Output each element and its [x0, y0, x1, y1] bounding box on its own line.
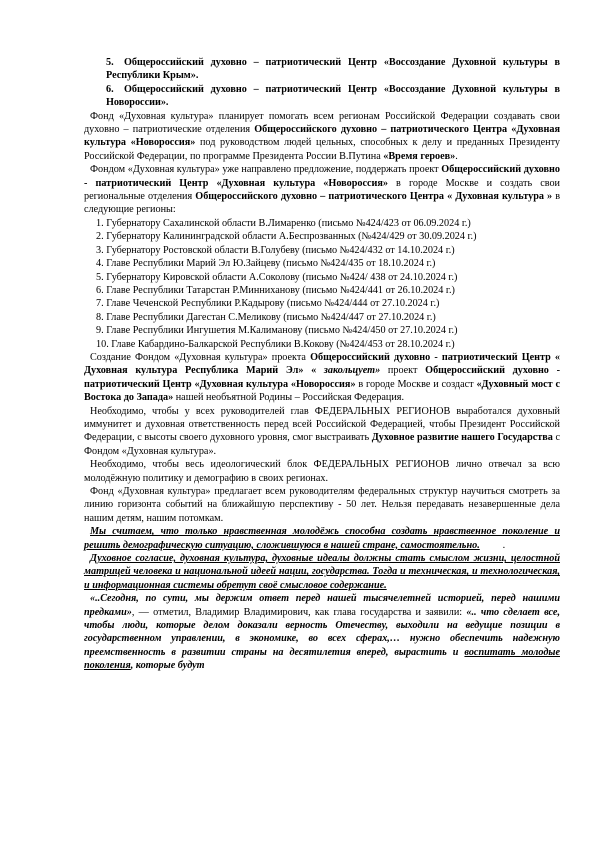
list-item: 2. Губернатору Калининградской области А.Беспрозванных (№424/429 от 30.09.2024 г.) [96, 231, 477, 243]
heading-item-5 [84, 56, 560, 83]
paragraph-moral-youth [84, 525, 560, 552]
regions-list [84, 217, 560, 351]
text: в следующие регионы: [84, 191, 561, 216]
text: проект [380, 365, 426, 377]
bold-italic-text: закольцует» [323, 365, 381, 377]
text: Фондом «Духовная культура» уже направлено предложение, поддержать проект [90, 164, 442, 176]
paragraph-horizon: Фонд «Духовная культура» предлагает всем руководителям федеральных структур научиться смотреть за линию горизонта событий на ближайшую перспективу - 50 лет. Нельзя передавать незавершенные дела нашим детям, нашим потомкам. [84, 486, 560, 524]
text: Фонд «Духовная культура» планирует помогать всем регионам Российской Федерации создавать свои духовно – патриотические отделения [84, 110, 560, 136]
heading-text: Общероссийский духовно – патриотический Центр «Воссоздание Духовной культуры в Республики Крым». [106, 57, 560, 82]
text: нашей необъятной Родины – Российская Федерация. [173, 392, 405, 404]
heading-number: 5. [106, 57, 114, 68]
list-item: 6. Главе Республики Татарстан Р.Минниханову (письмо №424/441 от 26.10.2024 г.) [96, 284, 455, 296]
bold-text: «Время героев» [383, 150, 456, 162]
paragraph-spiritual-accord [84, 552, 560, 592]
paragraph-proposal [84, 163, 560, 217]
heading-number: 6. [106, 83, 114, 95]
text: Создание Фондом «Духовная культура» проекта [90, 351, 311, 363]
bold-text: Общероссийского духовно – патриотического Центра « Духовная культура » [195, 191, 553, 203]
bold-text: Общероссийский духовно - патриотический Центр «Духовная культура «Новороссия» [84, 365, 560, 390]
bold-text: «Духовный мост с Востока до Запада» [84, 378, 560, 404]
list-item: 4. Главе Республики Марий Эл Ю.Зайцеву (письмо №424/435 от 18.10.2024 г.) [96, 258, 436, 270]
quote-text: «..Сегодня, по сути, мы держим ответ перед нашей тысячелетней историей, перед нашими предками» [84, 593, 560, 618]
document-page [84, 56, 560, 673]
text: под руководством людей цельных, способных к делу и преданных Президенту Российской Федерации, по программе Президента России В.Путина [84, 137, 560, 162]
paragraph-president-quote [84, 592, 560, 672]
text: Необходимо, чтобы у всех руководителей глав ФЕДЕРАЛЬНЫХ РЕГИОНОВ выработался духовный иммунитет и духовная ответственность перед всей Российской Федерацией, чтобы Президент Российской Федерации, с высоты своего духовного уровня, смог выстраивать [84, 405, 560, 444]
text: . [479, 539, 506, 551]
list-item: 1. Губернатору Сахалинской области В.Лимаренко (письмо №424/423 от 06.09.2024 г.) [96, 217, 471, 229]
text: в городе Москве и создать свои региональные отделения [84, 177, 561, 203]
bold-text: Общероссийский духовно - патриотический Центр « Духовная культура Республика Марий Эл» « [84, 351, 561, 377]
text: , — отметил, Владимир Владимирович, как глава государства и заявили: [131, 606, 467, 618]
text: с Фондом «Духовная культура». [84, 432, 561, 457]
paragraph-ideology-block: Необходимо, чтобы весь идеологический блок ФЕДЕРАЛЬНЫХ РЕГИОНОВ лично отвечал за всю молодёжную политику и демографию в своих регионах. [84, 459, 560, 484]
quote-text: «.. что сделает все, чтобы люди, которые делом доказали верность Отечеству, выходили на ведущие позиции в государственном управлении, в экономике, во всех сферах,… нужно обеспечить надежную преемственность в развитии страны на десятилетия вперед, вырастить и [84, 606, 560, 658]
list-item: 10. Главе Кабардино-Балкарской Республики В.Кокову (№424/453 от 28.10.2024 г.) [96, 338, 455, 350]
bold-text: Общероссийского духовно – патриотического Центра «Духовная культура «Новороссия» [84, 124, 560, 149]
bold-text: Духовное развитие нашего Государства [371, 432, 553, 444]
list-item: 7. Главе Чеченской Республики Р.Кадырову (письмо №424/444 от 27.10.2024 г.) [96, 298, 440, 310]
list-item: 5. Губернатору Кировской области А.Соколову (письмо №424/ 438 от 24.10.2024 г.) [96, 271, 458, 283]
paragraph-mari-el-project [84, 351, 560, 405]
list-item: 3. Губернатору Ростовской области В.Голубеву (письмо №424/432 от 14.10.2024 г.) [96, 244, 455, 256]
heading-text: Общероссийский духовно – патриотический Центр «Воссоздание Духовной культуры в Новороссии». [106, 83, 560, 109]
list-item: 8. Главе Республики Дагестан С.Меликову (письмо №424/447 от 27.10.2024 г.) [96, 311, 436, 323]
underlined-text: воспитать молодые поколения [84, 646, 560, 672]
bold-text: Общероссийский духовно - патриотический Центр «Духовная культура «Новороссия» [84, 164, 560, 189]
quote-text: , которые будут [130, 660, 205, 672]
heading-item-6 [84, 83, 560, 110]
paragraph-fund-plans [84, 110, 560, 164]
text: . [455, 150, 458, 162]
underlined-text: Мы считаем, что только нравственная молодёжь способна создать нравственное поколение и решить демографическую ситуацию, сложившуюся в нашей стране, самостоятельно. [84, 526, 560, 551]
underlined-text: Духовное согласие, духовная культура, духовные идеалы должны стать смыслом жизни, целостной матрицей человека и национальной идеей нации, государства. Тогда и техническая, и технологическая, и информационная системы обретут своё смысловое содержание. [84, 553, 560, 591]
paragraph-regions-immunity [84, 405, 560, 459]
text: в городе Москве и создаст [355, 378, 477, 390]
list-item: 9. Главе Республики Ингушетия М.Калиманову (письмо №424/450 от 27.10.2024 г.) [96, 325, 458, 337]
